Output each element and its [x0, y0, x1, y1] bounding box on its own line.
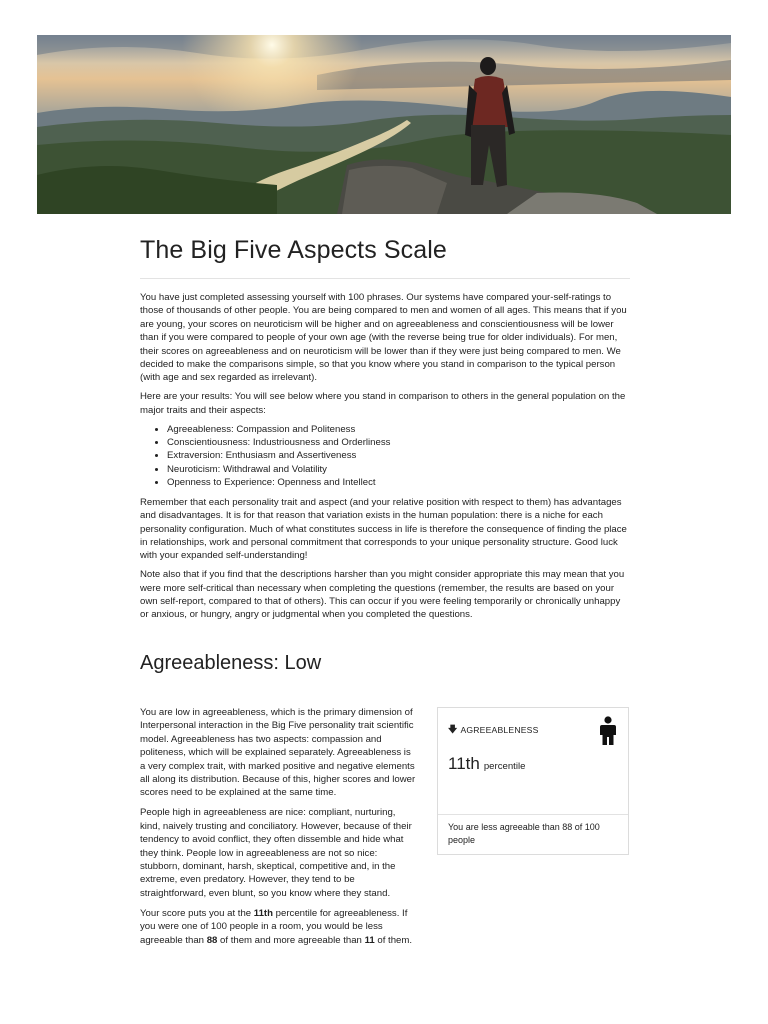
person-icon: [598, 716, 618, 751]
agreeableness-paragraph-1: You are low in agreeableness, which is the primary dimension of Interpersonal interaction in the Big Five personality trait scientific model. Agreeableness has two aspects: compassion and politeness, which will be explained separately. Agreeableness is a very complex trait, with marked positive and negative elements all along its distribution. Because of this, higher scores and lower scores need to be explained at the same time.: [140, 707, 416, 799]
intro-paragraph-4: Note also that if you find that the descriptions harsher than you might consider appropriate this may mean that you were more self-critical than necessary when completing the questions (remember, the results are based on your own self-report, compared to that of others). This can occur if you were feeling temporarily or chronically unhappy or anxious, or hungry, angry or judgmental when you completed the questions.: [140, 569, 625, 621]
agreeableness-score-card: [437, 707, 629, 855]
traits-list: [167, 423, 630, 490]
hiker-landscape-illustration: [37, 35, 731, 214]
agreeableness-paragraph-2: People high in agreeableness are nice: compliant, nurturing, kind, naively trusting and conciliatory. However, because of their tendency to avoid conflict, they often dissemble and hide what they think. People low in agreeableness are not so nice: stubborn, dominant, harsh, skeptical, competitive and, in the extreme, even predatory. However, they tend to be straightforward, even blunt, so you know where they stand.: [140, 807, 412, 899]
page-title: The Big Five Aspects Scale: [140, 236, 447, 264]
score-card-value: [448, 754, 525, 774]
score-percentile-value: 11th: [253, 907, 273, 919]
score-text-1: Your score puts you at the: [140, 907, 254, 919]
intro-paragraph-3: Remember that each personality trait and aspect (and your relative position with respect to them) has advantages and disadvantages. It is for that reason that variation exists in the human population: there is a niche for each personality configuration. Much of what constitutes success in life is therefore the consequence of finding the place in relationships, work and personal commitment that corresponds to your unique personality structure. Good luck with your expanded self-understanding!: [140, 496, 627, 562]
agreeableness-paragraph-3: [140, 907, 416, 947]
score-card-label: [448, 722, 539, 738]
percentile-value: 11th: [448, 754, 480, 773]
agreeableness-description: [140, 706, 416, 953]
title-divider: [140, 278, 630, 279]
section-title-agreeableness: Agreeableness: Low: [140, 652, 322, 674]
trait-item-conscientiousness: • Conscientiousness: Industriousness and Orderliness: [167, 436, 630, 449]
percentile-unit: percentile: [483, 761, 526, 772]
intro-paragraph-2: Here are your results: You will see below where you stand in comparison to others in the general population on the major traits and their aspects:: [140, 391, 626, 416]
hero-image: [37, 35, 731, 214]
score-text-4: of them.: [374, 934, 413, 946]
score-card-footnote: You are less agreeable than 88 of 100 people: [448, 822, 600, 845]
trait-item-neuroticism: • Neuroticism: Withdrawal and Volatility: [167, 463, 630, 476]
score-card-header: [438, 708, 628, 815]
score-text-2: percentile for agreeableness. If you were one of 100 people in a room, you would be less agreeable than: [140, 907, 408, 946]
score-text-3: of them and more agreeable than: [217, 934, 365, 946]
trait-item-extraversion: • Extraversion: Enthusiasm and Assertiveness: [167, 449, 630, 462]
score-less-count: 88: [206, 934, 218, 946]
trait-item-openness: • Openness to Experience: Openness and Intellect: [167, 476, 630, 489]
intro-paragraph-1: You have just completed assessing yourself with 100 phrases. Our systems have compared your-self-ratings to those of thousands of other people. You are being compared to men and women of all ages. This means that if you are young, your scores on neuroticism will be higher and on agreeableness and conscientiousness will be lower than if you were compared to people of your own age (with the reverse being true for older individuals). For men, their scores on agreeableness and on neuroticism will be lower than if they were just being compared to men. We decided to make the comparisons simple, so that you know where you stand in comparison to the typical person (with age and sex regarded as irrelevant).: [140, 292, 627, 384]
score-card-trait: AGREEABLENESS: [460, 725, 539, 735]
score-more-count: 11: [364, 934, 375, 946]
trait-item-agreeableness: • Agreeableness: Compassion and Politeness: [167, 423, 630, 436]
intro-section: [140, 291, 630, 627]
arrow-down-icon: 🡇: [448, 724, 458, 734]
